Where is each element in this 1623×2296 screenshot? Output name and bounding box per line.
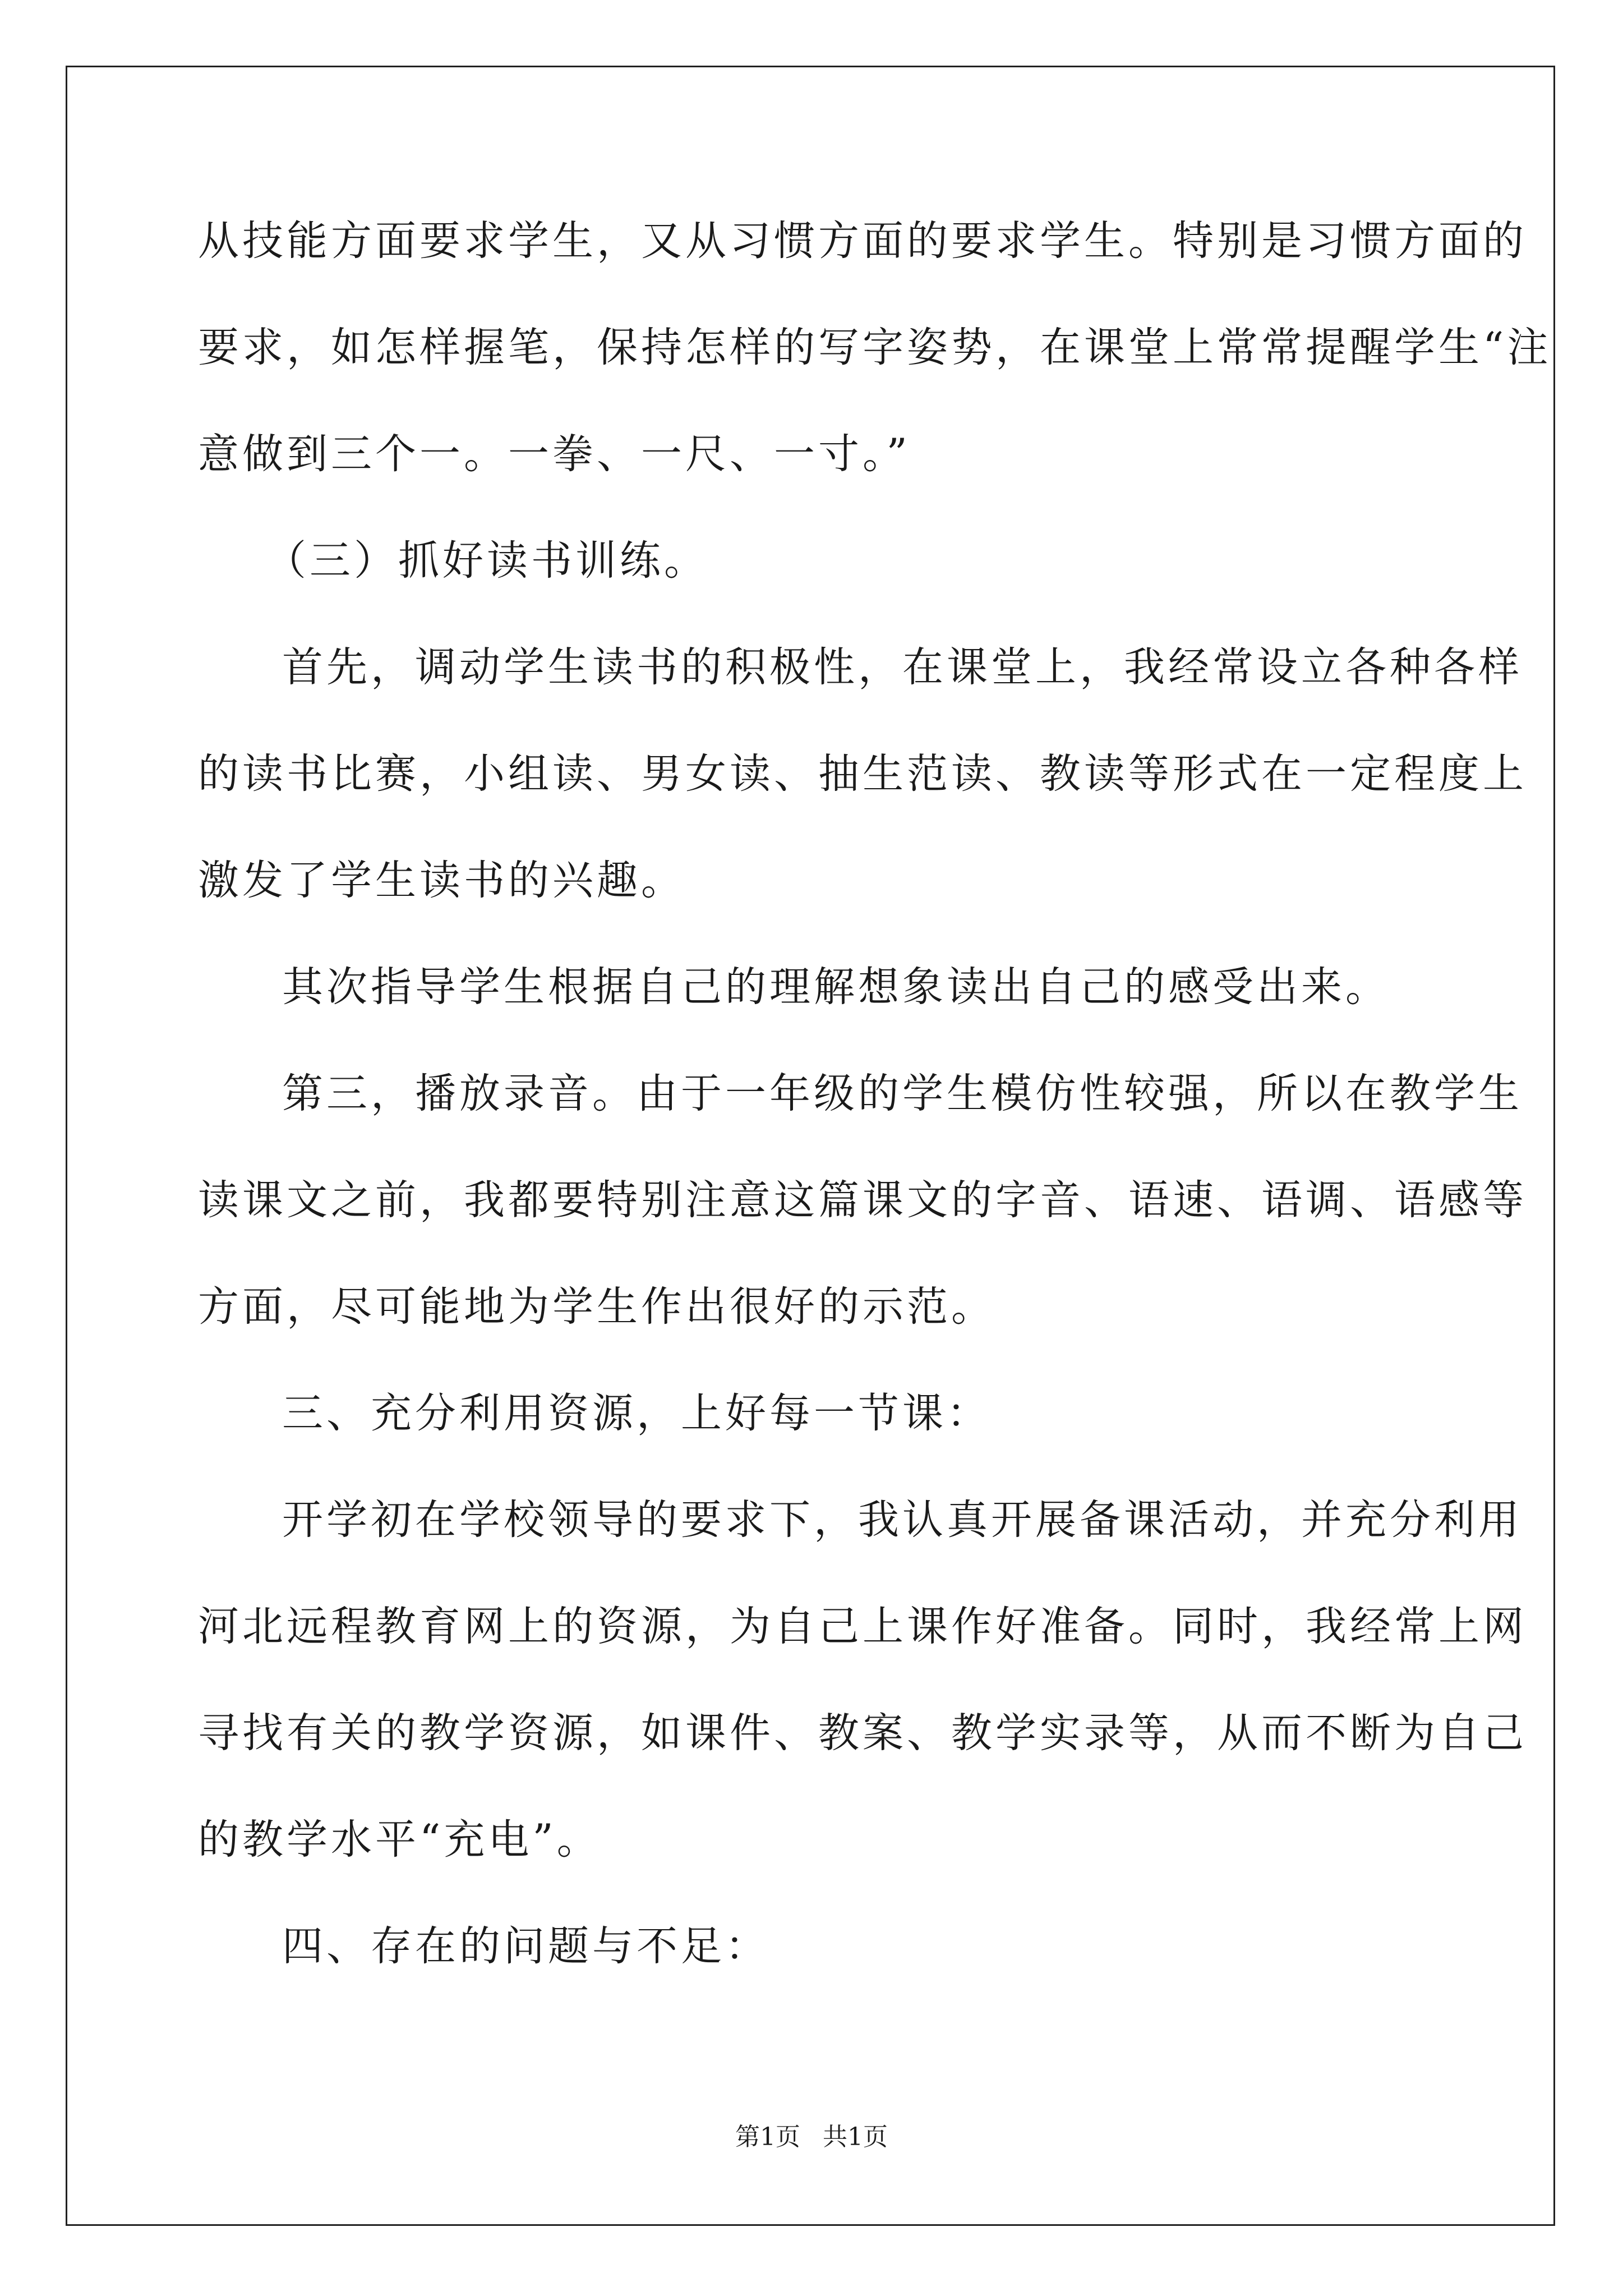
text-line: 激发了学生读书的兴趣。 <box>198 857 685 904</box>
text-line: 第三，播放录音。由于一年级的学生模仿性较强，所以在教学生 <box>282 1070 1523 1117</box>
text-line: 方面，尽可能地为学生作出很好的示范。 <box>198 1283 995 1331</box>
page-footer <box>0 2120 1623 2154</box>
page-number-current: 第1页 <box>735 2123 800 2151</box>
text-line: 开学初在学校领导的要求下，我认真开展备课活动，并充分利用 <box>282 1496 1523 1544</box>
text-line: 首先，调动学生读书的积极性，在课堂上，我经常设立各种各样 <box>282 643 1523 691</box>
text-line: 意做到三个一。一拳、一尺、一寸。” <box>198 430 911 478</box>
text-line: 寻找有关的教学资源，如课件、教案、教学实录等，从而不断为自己 <box>198 1709 1527 1757</box>
text-line: 的教学水平“充电”。 <box>198 1816 601 1864</box>
page-number-total: 共1页 <box>823 2123 888 2151</box>
text-line: 要求，如怎样握笔，保持怎样的写字姿势，在课堂上常常提醒学生“注 <box>198 324 1552 371</box>
text-line: 读课文之前，我都要特别注意这篇课文的字音、语速、语调、语感等 <box>198 1176 1527 1224</box>
text-line: 的读书比赛，小组读、男女读、抽生范读、教读等形式在一定程度上 <box>198 750 1527 798</box>
section-heading: 三、充分利用资源，上好每一节课： <box>282 1389 991 1437</box>
text-line: 从技能方面要求学生，又从习惯方面的要求学生。特别是习惯方面的 <box>198 217 1527 265</box>
page-border <box>66 66 1555 2226</box>
section-heading: （三）抓好读书训练。 <box>265 537 708 585</box>
text-line: 其次指导学生根据自己的理解想象读出自己的感受出来。 <box>282 963 1390 1011</box>
text-line: 河北远程教育网上的资源，为自己上课作好准备。同时，我经常上网 <box>198 1603 1527 1650</box>
section-heading: 四、存在的问题与不足： <box>282 1922 769 1970</box>
